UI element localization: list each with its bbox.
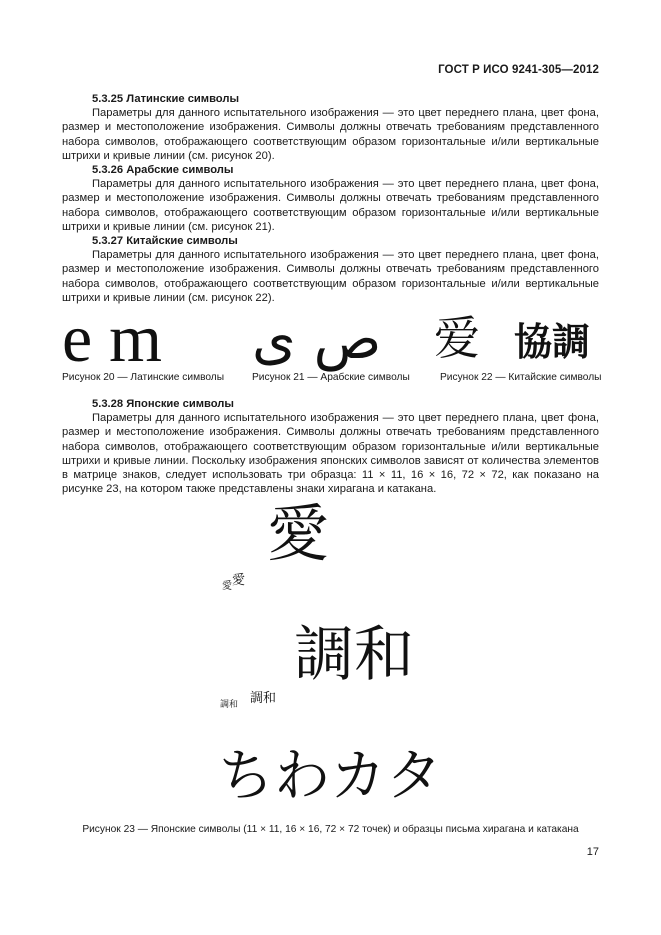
arabic-sample-glyphs: ص ى xyxy=(252,307,382,372)
latin-sample-glyphs: e m xyxy=(62,300,163,376)
sections-block xyxy=(62,92,599,305)
hiragana-katakana-glyphs: ちわカタ xyxy=(218,744,442,809)
chinese-single-glyph: 爱 xyxy=(434,311,480,365)
section-body-japanese: Параметры для данного испытательного изображения — это цвет переднего плана, цвет фона, размер и местоположение изображения. Символы должны отвечать требованиям представленного набора символов, отображающего соответствующим образом горизонтальные и/или вертикальные штрихи и кривые линии. Поскольку изображения японских символов зависят от количества элементов в матрице знаков, следует использовать три образца: 11 × 11, 16 × 16, 72 × 72, как показано на рисунке 23, на котором также представлены знаки хирагана и катакана. xyxy=(62,412,599,496)
figure-20-caption: Рисунок 20 — Латинские символы xyxy=(62,372,225,383)
section-title-latin: 5.3.25 Латинские символы xyxy=(92,93,240,105)
section-body-latin: Параметры для данного испытательного изображения — это цвет переднего плана, цвет фона, размер и местоположение изображения. Символы должны отвечать требованиям представленного набора символов, отображающего соответствующим образом горизонтальные и/или вертикальные штрихи и кривые линии (см. рисунок 20). xyxy=(62,107,599,162)
figure-22-caption: Рисунок 22 — Китайские символы xyxy=(440,372,602,383)
section-title-chinese: 5.3.27 Китайские символы xyxy=(92,235,238,248)
chinese-pair-glyphs: 協調 xyxy=(514,320,591,364)
ai-11px-glyph: 愛 xyxy=(222,581,232,592)
section-body-chinese: Параметры для данного испытательного изображения — это цвет переднего плана, цвет фона, размер и местоположение изображения. Символы должны отвечать требованиям представленного набора символов, отображающего соответствующим образом горизонтальные и/или вертикальные штрихи и кривые линии (см. рисунок 22). xyxy=(62,249,599,304)
figure-23 xyxy=(62,495,599,815)
page-number: 17 xyxy=(586,846,599,858)
figures-20-22 xyxy=(62,300,602,390)
figure-21-caption: Рисунок 21 — Арабские символы xyxy=(252,372,410,383)
section-title-arabic: 5.3.26 Арабские символы xyxy=(92,164,234,177)
section-body-arabic: Параметры для данного испытательного изображения — это цвет переднего плана, цвет фона, размер и местоположение изображения. Символы должны отвечать требованиям представленного набора символов, отображающего соответствующим образом горизонтальные и/или вертикальные штрихи и кривые линии (см. рисунок 21). xyxy=(62,178,599,233)
section-28-block xyxy=(62,397,599,496)
figure-23-caption: Рисунок 23 — Японские символы (11 × 11, 16 × 16, 72 × 72 точек) и образцы письма хирагана и катакана xyxy=(82,824,579,835)
document-header-id: ГОСТ Р ИСО 9241-305—2012 xyxy=(438,64,599,76)
ai-16px-glyph: 愛 xyxy=(232,573,246,588)
chowa-16px-glyphs: 調和 xyxy=(250,691,277,706)
section-title-japanese: 5.3.28 Японские символы xyxy=(92,398,234,410)
ai-72px-glyph: 愛 xyxy=(267,497,330,570)
chowa-11px-glyphs: 調和 xyxy=(220,700,239,710)
chowa-72px-glyphs: 調和 xyxy=(294,620,414,690)
